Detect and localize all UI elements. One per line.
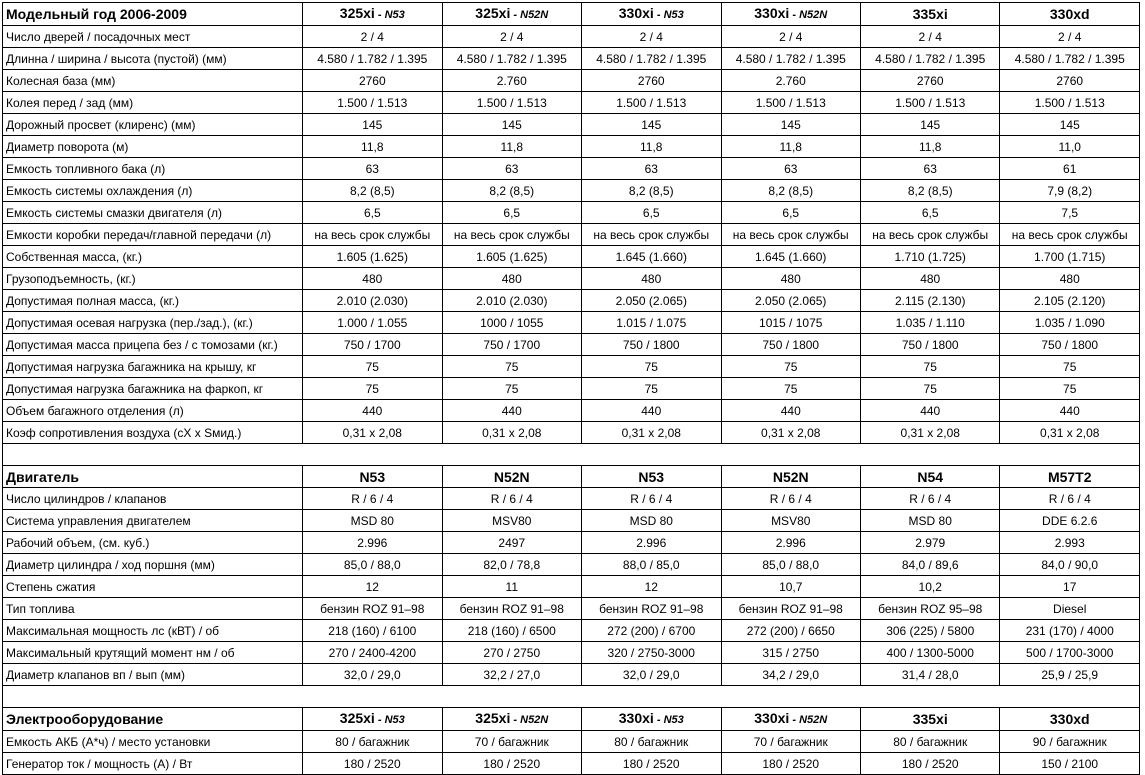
table-cell: 0,31 х 2,08 bbox=[303, 422, 442, 444]
table-cell: 1.500 / 1.513 bbox=[582, 92, 721, 114]
row-label: Емкость АКБ (А*ч) / место установки bbox=[3, 731, 303, 753]
table-cell: 63 bbox=[721, 158, 860, 180]
table-row bbox=[3, 400, 1140, 422]
table-cell: 32,0 / 29,0 bbox=[303, 664, 442, 686]
column-header bbox=[860, 466, 999, 488]
row-label: Допустимая нагрузка багажника на крышу, кг bbox=[3, 356, 303, 378]
table-cell: 315 / 2750 bbox=[721, 642, 860, 664]
table-row bbox=[3, 598, 1140, 620]
table-cell: 31,4 / 28,0 bbox=[860, 664, 999, 686]
column-header-model: 335xi bbox=[912, 711, 948, 727]
row-label: Допустимая нагрузка багажника на фаркоп, кг bbox=[3, 378, 303, 400]
table-cell: 34,2 / 29,0 bbox=[721, 664, 860, 686]
column-header-model: N53 bbox=[638, 468, 665, 485]
table-cell: 1.500 / 1.513 bbox=[303, 92, 442, 114]
section-header-engine bbox=[3, 466, 1140, 488]
column-header-engine: - N53 bbox=[653, 9, 684, 21]
table-cell: 145 bbox=[721, 114, 860, 136]
table-cell: 10,2 bbox=[860, 576, 999, 598]
table-row bbox=[3, 246, 1140, 268]
table-cell: 500 / 1700-3000 bbox=[1000, 642, 1140, 664]
table-cell: 1.000 / 1.055 bbox=[303, 312, 442, 334]
table-cell: 2 / 4 bbox=[442, 26, 581, 48]
table-cell: 0,31 х 2,08 bbox=[860, 422, 999, 444]
table-cell: R / 6 / 4 bbox=[582, 488, 721, 510]
spec-sheet bbox=[2, 2, 1142, 775]
table-cell: 440 bbox=[303, 400, 442, 422]
table-row bbox=[3, 664, 1140, 686]
table-row bbox=[3, 224, 1140, 246]
table-cell: 180 / 2520 bbox=[442, 753, 581, 775]
table-row bbox=[3, 620, 1140, 642]
table-cell: 2 / 4 bbox=[582, 26, 721, 48]
table-cell: R / 6 / 4 bbox=[860, 488, 999, 510]
row-label: Колесная база (мм) bbox=[3, 70, 303, 92]
table-cell: 1.500 / 1.513 bbox=[442, 92, 581, 114]
table-row bbox=[3, 422, 1140, 444]
table-cell: 440 bbox=[860, 400, 999, 422]
table-cell: 2.050 (2.065) bbox=[721, 290, 860, 312]
table-cell: 0,31 х 2,08 bbox=[442, 422, 581, 444]
table-cell: 1.645 (1.660) bbox=[721, 246, 860, 268]
section-gap bbox=[3, 686, 1140, 708]
section-gap-cell bbox=[3, 686, 1140, 708]
table-cell: 1.605 (1.625) bbox=[442, 246, 581, 268]
column-header-model: 330xi bbox=[618, 5, 654, 21]
table-cell: 1.035 / 1.090 bbox=[1000, 312, 1140, 334]
table-cell: 12 bbox=[303, 576, 442, 598]
table-cell: 2497 bbox=[442, 532, 581, 554]
table-cell: 306 (225) / 5800 bbox=[860, 620, 999, 642]
column-header-engine: - N52N bbox=[510, 714, 549, 726]
table-cell: 2760 bbox=[1000, 70, 1140, 92]
section-header-electrical bbox=[3, 708, 1140, 731]
table-cell: на весь срок службы bbox=[721, 224, 860, 246]
table-cell: 2 / 4 bbox=[860, 26, 999, 48]
row-label: Емкость топливного бака (л) bbox=[3, 158, 303, 180]
row-label: Максимальная мощность лс (кВТ) / об bbox=[3, 620, 303, 642]
column-header bbox=[303, 3, 442, 26]
table-cell: 6,5 bbox=[860, 202, 999, 224]
table-cell: 2760 bbox=[860, 70, 999, 92]
table-cell: 4.580 / 1.782 / 1.395 bbox=[721, 48, 860, 70]
row-label: Объем багажного отделения (л) bbox=[3, 400, 303, 422]
table-cell: 0,31 х 2,08 bbox=[721, 422, 860, 444]
table-cell: 750 / 1800 bbox=[721, 334, 860, 356]
column-header bbox=[860, 3, 999, 26]
table-cell: 75 bbox=[721, 356, 860, 378]
table-row bbox=[3, 92, 1140, 114]
table-row bbox=[3, 576, 1140, 598]
column-header bbox=[442, 466, 581, 488]
table-cell: 75 bbox=[442, 356, 581, 378]
table-cell: 480 bbox=[860, 268, 999, 290]
row-label: Система управления двигателем bbox=[3, 510, 303, 532]
row-label: Допустимая масса прицепа без / с томозами (кг.) bbox=[3, 334, 303, 356]
row-label: Диаметр цилиндра / ход поршня (мм) bbox=[3, 554, 303, 576]
row-label: Собственная масса, (кг.) bbox=[3, 246, 303, 268]
row-label: Генератор ток / мощность (А) / Вт bbox=[3, 753, 303, 775]
table-row bbox=[3, 488, 1140, 510]
table-cell: 1.035 / 1.110 bbox=[860, 312, 999, 334]
table-cell: на весь срок службы bbox=[303, 224, 442, 246]
table-cell: 150 / 2100 bbox=[1000, 753, 1140, 775]
table-cell: 2 / 4 bbox=[721, 26, 860, 48]
table-cell: 6,5 bbox=[582, 202, 721, 224]
table-cell: 2.760 bbox=[721, 70, 860, 92]
table-cell: 80 / багажник bbox=[860, 731, 999, 753]
row-label: Допустимая осевая нагрузка (пер./зад.), (кг.) bbox=[3, 312, 303, 334]
table-cell: 4.580 / 1.782 / 1.395 bbox=[442, 48, 581, 70]
section-gap bbox=[3, 444, 1140, 466]
table-row bbox=[3, 70, 1140, 92]
table-cell: Diesel bbox=[1000, 598, 1140, 620]
table-cell: 63 bbox=[860, 158, 999, 180]
row-label: Дорожный просвет (клиренс) (мм) bbox=[3, 114, 303, 136]
column-header-model: 325xi bbox=[475, 5, 511, 21]
table-row bbox=[3, 290, 1140, 312]
table-cell: 750 / 1800 bbox=[582, 334, 721, 356]
table-cell: 0,31 х 2,08 bbox=[582, 422, 721, 444]
table-cell: 145 bbox=[860, 114, 999, 136]
column-header-model: 330xd bbox=[1049, 711, 1090, 727]
table-cell: MSV80 bbox=[721, 510, 860, 532]
table-cell: 88,0 / 85,0 bbox=[582, 554, 721, 576]
table-cell: на весь срок службы bbox=[582, 224, 721, 246]
table-cell: 272 (200) / 6700 bbox=[582, 620, 721, 642]
table-cell: 75 bbox=[1000, 356, 1140, 378]
table-row bbox=[3, 532, 1140, 554]
table-cell: 11,0 bbox=[1000, 136, 1140, 158]
column-header-model: 330xd bbox=[1049, 6, 1090, 22]
table-cell: 2.105 (2.120) bbox=[1000, 290, 1140, 312]
table-cell: MSD 80 bbox=[303, 510, 442, 532]
table-cell: 6,5 bbox=[442, 202, 581, 224]
section-title: Модельный год 2006-2009 bbox=[3, 3, 303, 26]
table-cell: 480 bbox=[721, 268, 860, 290]
table-cell: 84,0 / 90,0 bbox=[1000, 554, 1140, 576]
column-header-engine: - N53 bbox=[374, 9, 405, 21]
column-header-engine: - N52N bbox=[789, 714, 828, 726]
table-cell: 270 / 2400-4200 bbox=[303, 642, 442, 664]
table-cell: 440 bbox=[721, 400, 860, 422]
table-cell: 2.010 (2.030) bbox=[303, 290, 442, 312]
table-cell: 85,0 / 88,0 bbox=[303, 554, 442, 576]
table-cell: 145 bbox=[582, 114, 721, 136]
table-cell: 1.605 (1.625) bbox=[303, 246, 442, 268]
table-cell: 32,2 / 27,0 bbox=[442, 664, 581, 686]
table-cell: 75 bbox=[721, 378, 860, 400]
column-header-model: 330xi bbox=[754, 710, 790, 726]
table-cell: 63 bbox=[303, 158, 442, 180]
table-cell: 75 bbox=[582, 356, 721, 378]
table-cell: 2 / 4 bbox=[1000, 26, 1140, 48]
row-label: Тип топлива bbox=[3, 598, 303, 620]
table-cell: 750 / 1700 bbox=[303, 334, 442, 356]
table-cell: 440 bbox=[1000, 400, 1140, 422]
column-header-model: 325xi bbox=[339, 5, 375, 21]
table-cell: 1.710 (1.725) bbox=[860, 246, 999, 268]
table-cell: R / 6 / 4 bbox=[721, 488, 860, 510]
table-cell: 8,2 (8,5) bbox=[860, 180, 999, 202]
column-header bbox=[442, 3, 581, 26]
spec-table bbox=[2, 2, 1140, 775]
table-cell: 17 bbox=[1000, 576, 1140, 598]
column-header bbox=[1000, 3, 1140, 26]
table-cell: бензин ROZ 91–98 bbox=[442, 598, 581, 620]
section-title: Двигатель bbox=[3, 466, 303, 488]
column-header bbox=[303, 708, 442, 731]
table-cell: 2760 bbox=[582, 70, 721, 92]
table-cell: MSD 80 bbox=[582, 510, 721, 532]
column-header-model: N52N bbox=[772, 468, 809, 485]
column-header-model: N54 bbox=[917, 468, 944, 485]
table-cell: 2.010 (2.030) bbox=[442, 290, 581, 312]
table-cell: 4.580 / 1.782 / 1.395 bbox=[303, 48, 442, 70]
table-cell: 2.996 bbox=[303, 532, 442, 554]
column-header bbox=[860, 708, 999, 731]
column-header bbox=[582, 466, 721, 488]
table-cell: 11,8 bbox=[721, 136, 860, 158]
table-cell: 8,2 (8,5) bbox=[442, 180, 581, 202]
row-label: Грузоподъемность, (кг.) bbox=[3, 268, 303, 290]
table-cell: 8,2 (8,5) bbox=[721, 180, 860, 202]
table-cell: 145 bbox=[442, 114, 581, 136]
table-cell: 180 / 2520 bbox=[721, 753, 860, 775]
row-label: Степень сжатия bbox=[3, 576, 303, 598]
table-cell: 440 bbox=[582, 400, 721, 422]
table-cell: 8,2 (8,5) bbox=[303, 180, 442, 202]
column-header bbox=[1000, 708, 1140, 731]
column-header-model: 335xi bbox=[912, 6, 948, 22]
table-cell: 400 / 1300-5000 bbox=[860, 642, 999, 664]
table-cell: 82,0 / 78,8 bbox=[442, 554, 581, 576]
table-cell: 6,5 bbox=[303, 202, 442, 224]
table-cell: 75 bbox=[442, 378, 581, 400]
table-cell: 2.760 bbox=[442, 70, 581, 92]
table-cell: 480 bbox=[442, 268, 581, 290]
table-row bbox=[3, 731, 1140, 753]
row-label: Число цилиндров / клапанов bbox=[3, 488, 303, 510]
table-row bbox=[3, 510, 1140, 532]
table-cell: 272 (200) / 6650 bbox=[721, 620, 860, 642]
table-cell: 1000 / 1055 bbox=[442, 312, 581, 334]
row-label: Число дверей / посадочных мест bbox=[3, 26, 303, 48]
table-cell: 80 / багажник bbox=[582, 731, 721, 753]
table-cell: 4.580 / 1.782 / 1.395 bbox=[582, 48, 721, 70]
table-cell: 2.996 bbox=[721, 532, 860, 554]
table-cell: 2.050 (2.065) bbox=[582, 290, 721, 312]
table-cell: на весь срок службы bbox=[442, 224, 581, 246]
table-cell: 10,7 bbox=[721, 576, 860, 598]
table-cell: 32,0 / 29,0 bbox=[582, 664, 721, 686]
section-header-dimensions bbox=[3, 3, 1140, 26]
table-cell: 480 bbox=[1000, 268, 1140, 290]
row-label: Максимальный крутящий момент нм / об bbox=[3, 642, 303, 664]
table-cell: 480 bbox=[582, 268, 721, 290]
table-row bbox=[3, 48, 1140, 70]
column-header-engine: - N52N bbox=[789, 9, 828, 21]
table-cell: 7,5 bbox=[1000, 202, 1140, 224]
table-row bbox=[3, 202, 1140, 224]
table-row bbox=[3, 114, 1140, 136]
table-row bbox=[3, 554, 1140, 576]
table-cell: 231 (170) / 4000 bbox=[1000, 620, 1140, 642]
table-cell: бензин ROZ 91–98 bbox=[303, 598, 442, 620]
table-cell: 25,9 / 25,9 bbox=[1000, 664, 1140, 686]
table-cell: 11 bbox=[442, 576, 581, 598]
table-cell: 75 bbox=[860, 356, 999, 378]
table-cell: 145 bbox=[303, 114, 442, 136]
column-header bbox=[582, 3, 721, 26]
table-cell: 75 bbox=[303, 356, 442, 378]
table-cell: бензин ROZ 95–98 bbox=[860, 598, 999, 620]
table-cell: R / 6 / 4 bbox=[303, 488, 442, 510]
table-cell: 1.015 / 1.075 bbox=[582, 312, 721, 334]
row-label: Емкость системы охлаждения (л) bbox=[3, 180, 303, 202]
row-label: Допустимая полная масса, (кг.) bbox=[3, 290, 303, 312]
table-cell: 1.500 / 1.513 bbox=[721, 92, 860, 114]
table-cell: 11,8 bbox=[582, 136, 721, 158]
column-header-model: 325xi bbox=[339, 710, 375, 726]
table-cell: 2.996 bbox=[582, 532, 721, 554]
table-cell: 270 / 2750 bbox=[442, 642, 581, 664]
row-label: Коэф сопротивления воздуха (сХ х Sмид.) bbox=[3, 422, 303, 444]
table-cell: 2.115 (2.130) bbox=[860, 290, 999, 312]
table-row bbox=[3, 753, 1140, 775]
table-cell: 63 bbox=[442, 158, 581, 180]
table-cell: 750 / 1700 bbox=[442, 334, 581, 356]
row-label: Колея перед / зад (мм) bbox=[3, 92, 303, 114]
table-cell: 80 / багажник bbox=[303, 731, 442, 753]
table-cell: 1015 / 1075 bbox=[721, 312, 860, 334]
table-row bbox=[3, 26, 1140, 48]
table-cell: бензин ROZ 91–98 bbox=[582, 598, 721, 620]
section-gap-cell bbox=[3, 444, 1140, 466]
table-cell: 70 / багажник bbox=[442, 731, 581, 753]
table-cell: бензин ROZ 91–98 bbox=[721, 598, 860, 620]
table-cell: 63 bbox=[582, 158, 721, 180]
table-cell: 2.979 bbox=[860, 532, 999, 554]
column-header bbox=[582, 708, 721, 731]
table-cell: 11,8 bbox=[860, 136, 999, 158]
table-cell: 75 bbox=[303, 378, 442, 400]
row-label: Емкость системы смазки двигателя (л) bbox=[3, 202, 303, 224]
table-cell: 75 bbox=[582, 378, 721, 400]
row-label: Рабочий объем, (см. куб.) bbox=[3, 532, 303, 554]
column-header bbox=[1000, 466, 1140, 488]
table-cell: 440 bbox=[442, 400, 581, 422]
row-label: Длинна / ширина / высота (пустой) (мм) bbox=[3, 48, 303, 70]
column-header-model: 330xi bbox=[754, 5, 790, 21]
table-row bbox=[3, 334, 1140, 356]
table-cell: 11,8 bbox=[303, 136, 442, 158]
table-cell: 218 (160) / 6500 bbox=[442, 620, 581, 642]
table-row bbox=[3, 136, 1140, 158]
column-header-engine: - N53 bbox=[374, 714, 405, 726]
table-cell: 90 / багажник bbox=[1000, 731, 1140, 753]
table-cell: 1.500 / 1.513 bbox=[1000, 92, 1140, 114]
table-cell: 218 (160) / 6100 bbox=[303, 620, 442, 642]
table-cell: 70 / багажник bbox=[721, 731, 860, 753]
table-cell: 2760 bbox=[303, 70, 442, 92]
table-cell: 1.500 / 1.513 bbox=[860, 92, 999, 114]
table-cell: 320 / 2750-3000 bbox=[582, 642, 721, 664]
table-cell: DDE 6.2.6 bbox=[1000, 510, 1140, 532]
row-label: Диаметр клапанов вп / вып (мм) bbox=[3, 664, 303, 686]
table-cell: MSV80 bbox=[442, 510, 581, 532]
table-cell: 750 / 1800 bbox=[860, 334, 999, 356]
table-cell: 750 / 1800 bbox=[1000, 334, 1140, 356]
column-header bbox=[721, 708, 860, 731]
table-cell: 4.580 / 1.782 / 1.395 bbox=[860, 48, 999, 70]
table-cell: 12 bbox=[582, 576, 721, 598]
column-header-model: N53 bbox=[359, 468, 386, 485]
table-cell: 480 bbox=[303, 268, 442, 290]
table-cell: 84,0 / 89,6 bbox=[860, 554, 999, 576]
table-cell: 145 bbox=[1000, 114, 1140, 136]
table-cell: 2.993 bbox=[1000, 532, 1140, 554]
table-cell: на весь срок службы bbox=[860, 224, 999, 246]
table-row bbox=[3, 158, 1140, 180]
table-row bbox=[3, 356, 1140, 378]
table-cell: R / 6 / 4 bbox=[442, 488, 581, 510]
row-label: Диаметр поворота (м) bbox=[3, 136, 303, 158]
table-cell: 180 / 2520 bbox=[303, 753, 442, 775]
table-cell: 1.645 (1.660) bbox=[582, 246, 721, 268]
column-header bbox=[721, 466, 860, 488]
table-cell: 6,5 bbox=[721, 202, 860, 224]
table-cell: 180 / 2520 bbox=[860, 753, 999, 775]
table-row bbox=[3, 378, 1140, 400]
table-row bbox=[3, 180, 1140, 202]
column-header bbox=[721, 3, 860, 26]
column-header-model: 330xi bbox=[618, 710, 654, 726]
table-cell: 11,8 bbox=[442, 136, 581, 158]
table-cell: 180 / 2520 bbox=[582, 753, 721, 775]
column-header-model: N52N bbox=[493, 468, 530, 485]
table-cell: 1.700 (1.715) bbox=[1000, 246, 1140, 268]
table-cell: 85,0 / 88,0 bbox=[721, 554, 860, 576]
table-cell: 0,31 х 2,08 bbox=[1000, 422, 1140, 444]
column-header-model: 325xi bbox=[475, 710, 511, 726]
table-cell: 4.580 / 1.782 / 1.395 bbox=[1000, 48, 1140, 70]
table-cell: 2 / 4 bbox=[303, 26, 442, 48]
column-header-model: M57T2 bbox=[1047, 468, 1092, 485]
column-header-engine: - N52N bbox=[510, 9, 549, 21]
section-title: Электрооборудование bbox=[3, 708, 303, 731]
row-label: Емкости коробки передач/главной передачи (л) bbox=[3, 224, 303, 246]
table-cell: R / 6 / 4 bbox=[1000, 488, 1140, 510]
table-cell: MSD 80 bbox=[860, 510, 999, 532]
table-cell: 7,9 (8,2) bbox=[1000, 180, 1140, 202]
table-cell: 75 bbox=[860, 378, 999, 400]
table-cell: на весь срок службы bbox=[1000, 224, 1140, 246]
table-row bbox=[3, 268, 1140, 290]
column-header bbox=[442, 708, 581, 731]
table-cell: 8,2 (8,5) bbox=[582, 180, 721, 202]
table-cell: 75 bbox=[1000, 378, 1140, 400]
column-header-engine: - N53 bbox=[653, 714, 684, 726]
table-row bbox=[3, 312, 1140, 334]
column-header bbox=[303, 466, 442, 488]
table-row bbox=[3, 642, 1140, 664]
table-cell: 61 bbox=[1000, 158, 1140, 180]
